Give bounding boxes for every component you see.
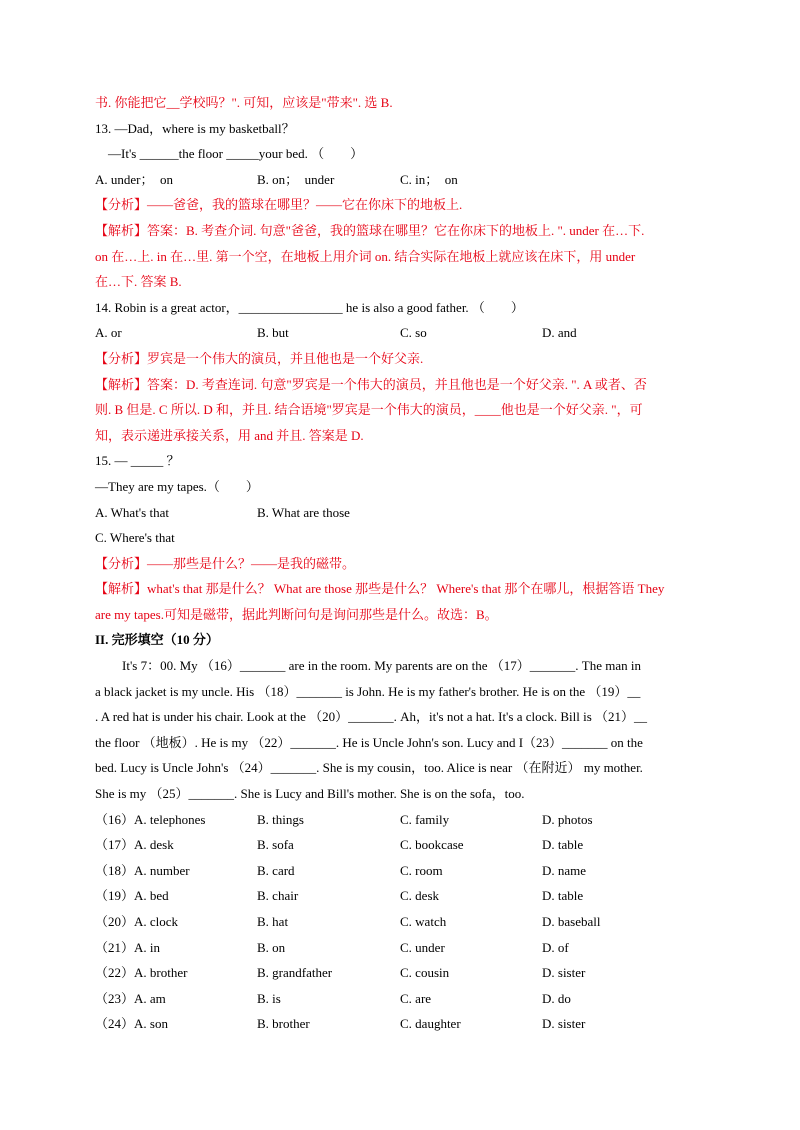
q14-option-a: A. or <box>95 325 122 341</box>
choice-option: D. do <box>542 990 571 1006</box>
q13-option-b: B. on； under <box>257 171 335 187</box>
q15-reply: —They are my tapes.（ ） <box>95 478 259 494</box>
q14-options <box>95 320 707 346</box>
choice-option: B. hat <box>257 914 289 929</box>
q15-option-b: B. What are those <box>257 504 350 520</box>
choice-option: B. sofa <box>257 837 294 853</box>
q15-analysis: 【分析】——那些是什么？——是我的磁带。 <box>95 555 356 571</box>
choice-option: C. family <box>400 811 450 827</box>
choice-option: C. are <box>400 990 432 1006</box>
choice-option: B. card <box>257 862 295 878</box>
passage-line: She is my （25）_______. She is Lucy and Bill's mother. She is on the sofa，too. <box>95 786 525 802</box>
q15-explain-line: are my tapes.可知是磁带，据此判断问句是询问那些是什么。故选：B。 <box>95 606 498 622</box>
passage-line: a black jacket is my uncle. His （18）_______ is John. He is my father's brother. He is on the （19）__ <box>95 683 641 699</box>
cloze-choices <box>95 807 707 1037</box>
choice-option: B. things <box>257 811 304 827</box>
q12-explanation-tail: 书. 你能把它__学校吗？". 可知，应该是"带来". 选 B. <box>95 95 393 110</box>
choice-option: C. bookcase <box>400 837 464 853</box>
choice-option: B. brother <box>257 1016 310 1032</box>
choice-option: B. on <box>257 939 286 955</box>
choice-option: （16）A. telephones <box>95 811 206 827</box>
choice-option: （19）A. bed <box>95 888 169 904</box>
choice-option: （24）A. son <box>95 1016 168 1032</box>
q13-explain-line: 【解析】答案：B. 考查介词. 句意"爸爸，我的篮球在哪里？它在你床下的地板上. ". under 在…下. <box>95 222 645 238</box>
choice-row <box>95 832 707 858</box>
q13-analysis: 【分析】——爸爸，我的篮球在哪里？——它在你床下的地板上. <box>95 197 463 213</box>
choice-option: B. chair <box>257 888 299 904</box>
choice-row <box>95 883 707 909</box>
q14-analysis: 【分析】罗宾是一个伟大的演员，并且他也是一个好父亲. <box>95 350 424 366</box>
passage-line: bed. Lucy is Uncle John's （24）_______. She is my cousin，too. Alice is near （在附近） my mother. <box>95 760 643 776</box>
choice-option: （18）A. number <box>95 862 190 878</box>
choice-option: C. daughter <box>400 1016 461 1032</box>
choice-option: D. sister <box>542 1016 586 1032</box>
passage-line: It's 7：00. My （16）_______ are in the room. My parents are on the （17）_______. The man in <box>122 658 642 674</box>
choice-row <box>95 986 707 1012</box>
choice-option: C. cousin <box>400 965 450 981</box>
choice-row <box>95 909 707 935</box>
choice-row <box>95 1011 707 1037</box>
q15-option-c: C. Where's that <box>95 530 175 546</box>
choice-option: D. table <box>542 837 584 853</box>
choice-row <box>95 960 707 986</box>
q13-explain-line: 在…下. 答案 B. <box>95 274 182 290</box>
choice-row <box>95 858 707 884</box>
choice-option: C. room <box>400 862 443 878</box>
choice-option: B. grandfather <box>257 965 333 981</box>
q14-option-b: B. but <box>257 325 289 341</box>
q15-option-a: A. What's that <box>95 504 169 520</box>
q15-explain-line: 【解析】what's that 那是什么？ What are those 那些是什么？ Where's that 那个在哪儿，根据答语 They <box>95 581 665 597</box>
q14-explain-line: 【解析】答案：D. 考查连词. 句意"罗宾是一个伟大的演员，并且他也是一个好父亲. ". A 或者、否 <box>95 376 647 392</box>
q13-reply: —It's ______the floor _____your bed. （ ） <box>108 146 364 162</box>
q13-option-a: A. under； on <box>95 171 173 187</box>
choice-row <box>95 807 707 833</box>
choice-row <box>95 935 707 961</box>
choice-option: D. baseball <box>542 914 601 929</box>
choice-option: D. photos <box>542 811 593 827</box>
choice-option: （22）A. brother <box>95 965 188 981</box>
q14-stem: 14. Robin is a great actor，________________ he is also a good father. （ ） <box>95 299 524 315</box>
choice-option: C. watch <box>400 914 447 929</box>
choice-option: （21）A. in <box>95 939 161 955</box>
choice-option: （23）A. am <box>95 990 166 1006</box>
choice-option: （20）A. clock <box>95 914 179 929</box>
q13-explain-line: on 在…上. in 在…里. 第一个空，在地板上用介词 on. 结合实际在地板上就应该在床下，用 under <box>95 248 636 264</box>
passage-line: the floor （地板）. He is my （22）_______. He is Uncle John's son. Lucy and I（23）_______ on the <box>95 734 643 750</box>
q15-options <box>95 500 707 526</box>
q14-option-d: D. and <box>542 325 577 341</box>
choice-option: B. is <box>257 990 281 1006</box>
q13-stem: 13. —Dad，where is my basketball？ <box>95 120 295 136</box>
choice-option: D. table <box>542 888 584 904</box>
choice-option: D. sister <box>542 965 586 981</box>
choice-option: D. name <box>542 862 587 878</box>
choice-option: D. of <box>542 939 569 955</box>
choice-option: （17）A. desk <box>95 837 174 853</box>
q14-explain-line: 知，表示递进承接关系，用 and 并且. 答案是 D. <box>95 427 364 443</box>
q13-options <box>95 167 707 193</box>
q15-stem: 15. — _____ ？ <box>95 453 180 469</box>
q14-option-c: C. so <box>400 325 427 341</box>
q14-explain-line: 则. B 但是. C 所以. D 和，并且. 结合语境"罗宾是一个伟大的演员，____他也是一个好父亲. "，可 <box>95 402 643 418</box>
document-page <box>95 90 707 1037</box>
choice-option: C. under <box>400 939 445 955</box>
passage-line: . A red hat is under his chair. Look at the （20）_______. Ah，it's not a hat. It's a clock. Bill is （21）__ <box>95 709 648 725</box>
section-title: II. 完形填空（10 分） <box>95 632 219 648</box>
choice-option: C. desk <box>400 888 439 904</box>
q13-option-c: C. in； on <box>400 171 458 187</box>
